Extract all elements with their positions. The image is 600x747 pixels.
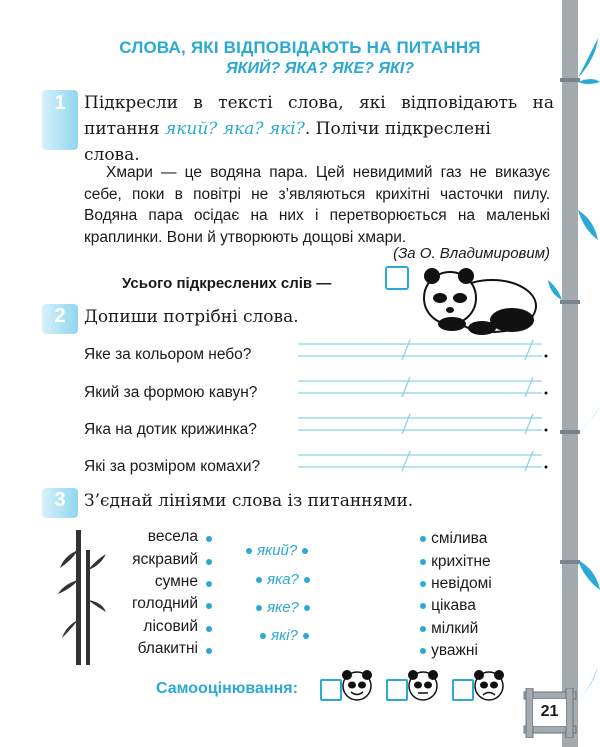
- connector-dot[interactable]: [303, 633, 309, 639]
- paragraph-line: Водяна пара осідає на них і перетворюється на маленькі: [84, 207, 550, 224]
- task3-instruction: З’єднай лініями слова із питаннями.: [84, 491, 414, 511]
- task1-instruction: [84, 90, 554, 168]
- task1-paragraph: [84, 162, 550, 248]
- question-item: які?: [260, 625, 309, 644]
- right-word[interactable]: уважні: [431, 642, 478, 659]
- page-number: 21: [540, 703, 559, 720]
- connector-dot[interactable]: [420, 626, 426, 632]
- right-word[interactable]: цікава: [431, 597, 476, 614]
- panda-face-icon: [340, 668, 374, 702]
- task-number-3: 3: [54, 489, 66, 511]
- task2-instruction: Допиши потрібні слова.: [84, 307, 299, 327]
- panda-face-icon: [472, 668, 506, 702]
- left-word[interactable]: сумне: [154, 573, 198, 590]
- connector-dot[interactable]: [420, 603, 426, 609]
- task-number-2: 2: [54, 305, 66, 327]
- connector-dot[interactable]: [256, 577, 262, 583]
- connector-dot[interactable]: [304, 577, 310, 583]
- connector-dot[interactable]: [206, 559, 212, 565]
- left-word[interactable]: голодний: [131, 595, 198, 612]
- connector-dot[interactable]: [420, 581, 426, 587]
- connector-dot[interactable]: [206, 603, 212, 609]
- right-word[interactable]: невідомі: [431, 575, 492, 592]
- connector-dot[interactable]: [304, 605, 310, 611]
- sum-answer-box[interactable]: [385, 266, 409, 290]
- question-4: Які за розміром комахи?: [84, 458, 261, 475]
- panda-face-icon: [406, 668, 440, 702]
- task-number-1: 1: [54, 92, 66, 114]
- paragraph-line: краплинки. Вони й утворюють дощові хмари.: [84, 228, 407, 246]
- connector-dot[interactable]: [246, 548, 252, 554]
- connector-dot[interactable]: [206, 536, 212, 542]
- connector-dot[interactable]: [206, 581, 212, 587]
- connector-dot[interactable]: [420, 536, 426, 542]
- left-word[interactable]: лісовий: [143, 618, 198, 635]
- right-word[interactable]: смілива: [431, 530, 488, 547]
- self-assessment-box-1[interactable]: [320, 679, 342, 701]
- task1-questions: який? яка? які?: [165, 119, 305, 139]
- right-word[interactable]: мілкий: [431, 620, 479, 637]
- left-word[interactable]: блакитні: [137, 640, 198, 657]
- panda-icon: [412, 258, 542, 338]
- question-item: яке?: [256, 597, 310, 616]
- connector-dot[interactable]: [302, 548, 308, 554]
- question-1: Яке за кольором небо?: [84, 346, 252, 363]
- connector-dot[interactable]: [420, 648, 426, 654]
- question-item: яка?: [256, 569, 310, 588]
- connector-dot[interactable]: [206, 626, 212, 632]
- task1-line1: Підкресли в тексті слова, які відповідають на: [84, 93, 554, 113]
- self-assessment-label: Самооцінювання:: [156, 680, 298, 697]
- task1-line3: слова.: [84, 145, 140, 165]
- sum-label: Усього підкреслених слів —: [122, 275, 332, 292]
- question-2: Який за формою кавун?: [84, 384, 258, 401]
- connector-dot[interactable]: [260, 633, 266, 639]
- connector-dot[interactable]: [206, 648, 212, 654]
- left-word[interactable]: яскравий: [132, 551, 198, 568]
- left-word[interactable]: весела: [147, 528, 198, 545]
- connector-dot[interactable]: [256, 605, 262, 611]
- page-title: СЛОВА, ЯКІ ВІДПОВІДАЮТЬ НА ПИТАННЯ: [119, 38, 481, 57]
- self-assessment-box-2[interactable]: [386, 679, 408, 701]
- source-attribution: (За О. Владимировим): [393, 245, 550, 262]
- connector-dot[interactable]: [420, 559, 426, 565]
- page-subtitle: ЯКИЙ? ЯКА? ЯКЕ? ЯКІ?: [225, 60, 415, 77]
- paragraph-line: Хмари — це водяна пара. Цей невидимий газ не виказує: [106, 164, 550, 181]
- paragraph-line: себе, поки в повітрі не з’являються крихітні часточки пилу.: [84, 185, 550, 203]
- question-3: Яка на дотик крижинка?: [84, 421, 257, 438]
- question-item: який?: [246, 540, 308, 559]
- self-assessment-box-3[interactable]: [452, 679, 474, 701]
- task1-line2: питання який? яка? які?. Полічи підкреслені: [84, 119, 491, 139]
- answer-lines[interactable]: [290, 336, 552, 481]
- bamboo-icon: [548, 0, 600, 747]
- right-word[interactable]: крихітне: [431, 553, 491, 570]
